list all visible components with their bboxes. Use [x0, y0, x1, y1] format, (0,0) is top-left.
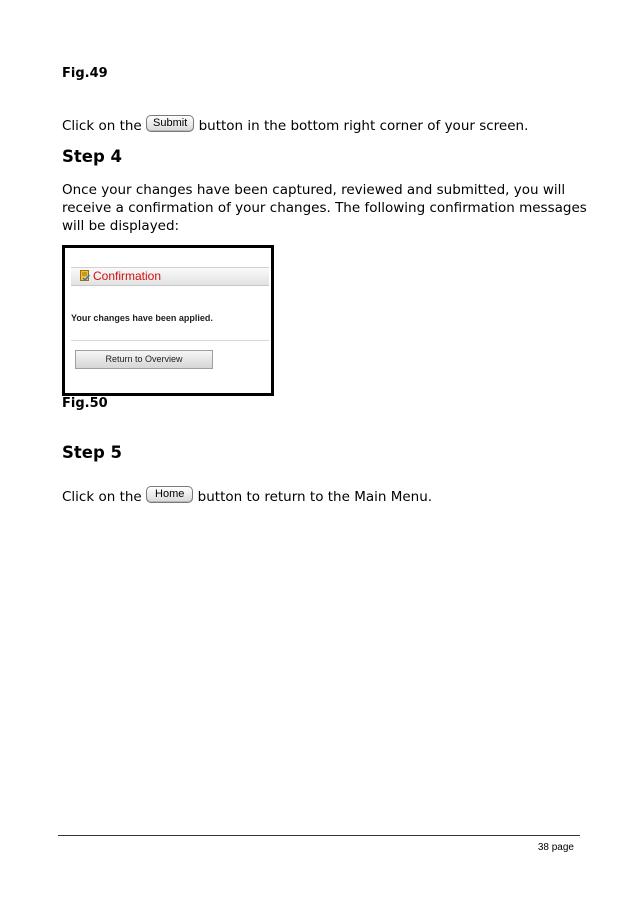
instruction-suffix: button in the bottom right corner of your screen. [198, 118, 529, 134]
instruction-suffix: button to return to the Main Menu. [197, 489, 433, 505]
divider [71, 340, 269, 341]
submit-button[interactable]: Submit [146, 115, 194, 132]
instruction-home [62, 488, 432, 506]
return-to-overview-button[interactable]: Return to Overview [75, 350, 213, 369]
figure-caption-50: Fig.50 [62, 396, 108, 411]
confirmation-screenshot [62, 245, 274, 396]
home-button[interactable]: Home [146, 486, 193, 503]
instruction-prefix: Click on the [62, 118, 142, 134]
confirmation-header [71, 267, 269, 286]
confirmation-message: Your changes have been applied. [71, 313, 213, 323]
step-4-heading: Step 4 [62, 147, 122, 166]
paragraph-line: Once your changes have been captured, reviewed and submitted, you will [62, 182, 566, 198]
figure-caption-49: Fig.49 [62, 66, 108, 81]
step-4-paragraph [62, 181, 587, 235]
instruction-submit [62, 117, 528, 135]
step-5-heading: Step 5 [62, 443, 122, 462]
paragraph-line: will be displayed: [62, 218, 180, 234]
page-number: 38 page [537, 842, 574, 853]
confirmation-title: Confirmation [93, 269, 162, 283]
confirmation-page-icon [80, 270, 90, 281]
paragraph-line: receive a confirmation of your changes. The following confirmation messages [62, 200, 587, 216]
footer-rule [58, 835, 580, 836]
instruction-prefix: Click on the [62, 489, 142, 505]
